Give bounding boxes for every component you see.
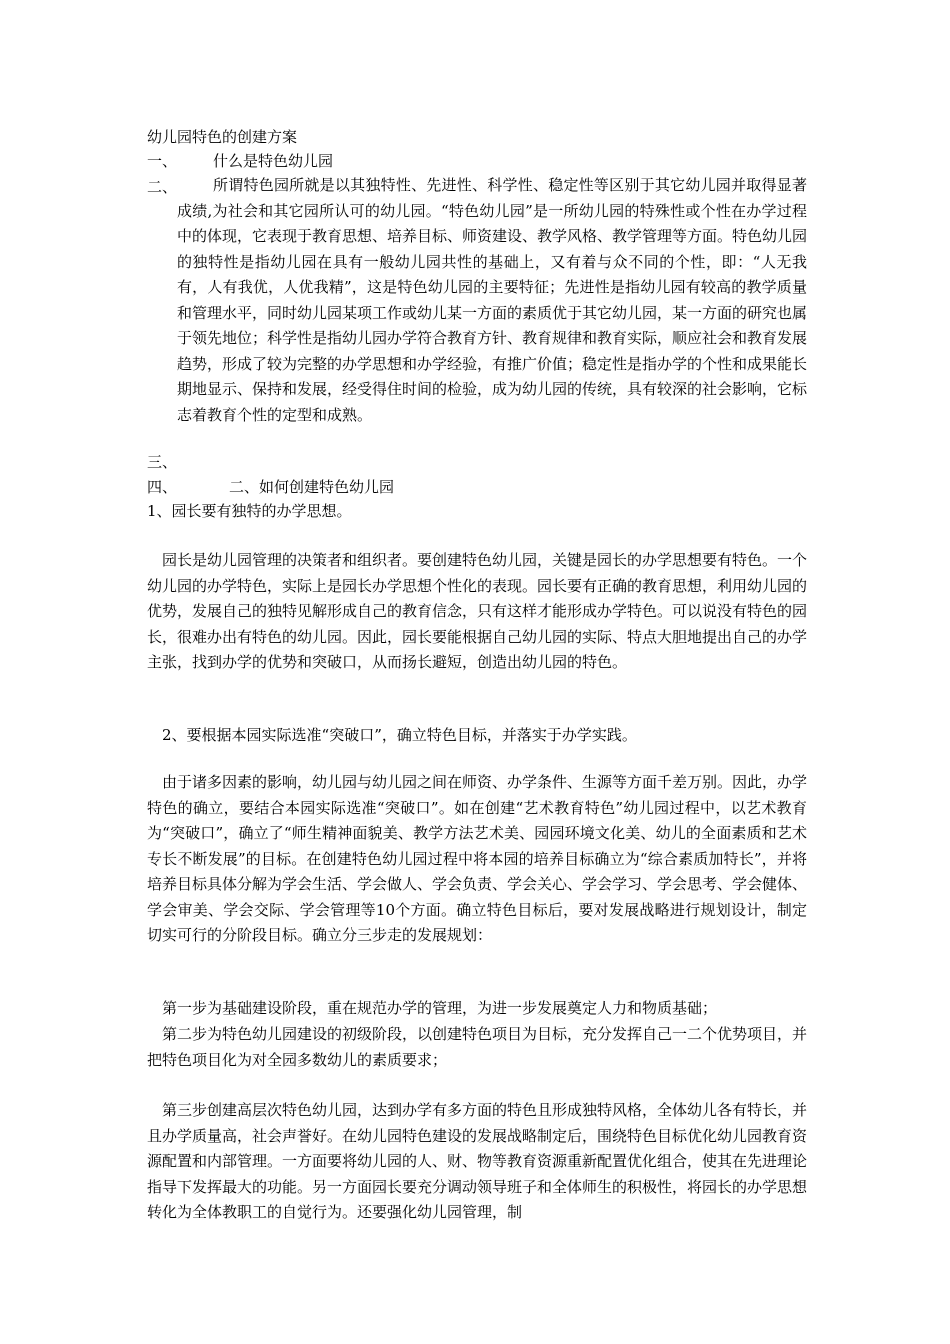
- outline-marker-4: 四、: [147, 478, 178, 496]
- outline-marker-1: 一、: [147, 152, 178, 170]
- outline-text-1: 什么是特色幼儿园: [213, 152, 334, 170]
- step3-paragraph: 第三步创建高层次特色幼儿园，达到办学有多方面的特色且形成独特风格，全体幼儿各有特长，并且办学质量高，社会声誉好。在幼儿园特色建设的发展战略制定后，围绕特色目标优化幼儿园教育资源配置和内部管理。一方面要将幼儿园的人、财、物等教育资源重新配置优化组合，使其在先进理论指导下发挥最大的功能。另一方面园长要充分调动领导班子和全体师生的积极性，将园长的办学思想转化为全体教职工的自觉行为。还要强化幼儿园管理，制: [147, 1101, 808, 1221]
- step2-paragraph: 第二步为特色幼儿园建设的初级阶段，以创建特色项目为目标，充分发挥自己一二个优势项目，并把特色项目化为对全园多数幼儿的素质要求；: [147, 1025, 808, 1069]
- outline-text-4: 二、如何创建特色幼儿园: [229, 478, 395, 496]
- outline-marker-3: 三、: [147, 453, 178, 471]
- document-title: 幼儿园特色的创建方案: [147, 128, 298, 146]
- section2-heading: 2、要根据本园实际选准“突破口”，确立特色目标，并落实于办学实践。: [162, 726, 637, 744]
- section1-body: 园长是幼儿园管理的决策者和组织者。要创建特色幼儿园，关键是园长的办学思想要有特色。一个幼儿园的办学特色，实际上是园长办学思想个性化的表现。园长要有正确的教育思想，利用幼儿园的优势，发展自己的独特见解形成自己的教育信念，只有这样才能形成办学特色。可以说没有特色的园长，很难办出有特色的幼儿园。因此，园长要能根据自己幼儿园的实际、特点大胆地提出自己的办学主张，找到办学的优势和突破口，从而扬长避短，创造出幼儿园的特色。: [147, 551, 808, 671]
- step1-paragraph: 第一步为基础建设阶段，重在规范办学的管理，为进一步发展奠定人力和物质基础；: [162, 999, 718, 1017]
- section1-heading: 1、园长要有独特的办学思想。: [147, 502, 352, 520]
- section2-body: 由于诸多因素的影响，幼儿园与幼儿园之间在师资、办学条件、生源等方面千差万别。因此，办学特色的确立，要结合本园实际选准“突破口”。如在创建“艺术教育特色”幼儿园过程中，以艺术教育为“突破口”，确立了“师生精神面貌美、教学方法艺术美、园园环境文化美、幼儿的全面素质和艺术专长不断发展”的目标。在创建特色幼儿园过程中将本园的培养目标确立为“综合素质加特长”，并将培养目标具体分解为学会生活、学会做人、学会负责、学会关心、学会学习、学会思考、学会健体、学会审美、学会交际、学会管理等10个方面。确立特色目标后，要对发展战略进行规划设计，制定切实可行的分阶段目标。确立分三步走的发展规划：: [147, 773, 808, 944]
- outline-marker-2: 二、: [147, 178, 178, 196]
- outline-text-2: 所谓特色园所就是以其独特性、先进性、科学性、稳定性等区别于其它幼儿园并取得显著成绩,为社会和其它园所认可的幼儿园。“特色幼儿园”是一所幼儿园的特殊性或个性在办学过程中的体现，它表现于教育思想、培养目标、师资建设、教学风格、教学管理等方面。特色幼儿园的独特性是指幼儿园在具有一般幼儿园共性的基础上，又有着与众不同的个性，即：“人无我有，人有我优，人优我精”，这是特色幼儿园的主要特征；先进性是指幼儿园有较高的教学质量和管理水平，同时幼儿园某项工作或幼儿某一方面的素质优于其它幼儿园，某一方面的研究也属于领先地位；科学性是指幼儿园办学符合教育方针、教育规律和教育实际，顺应社会和教育发展趋势，形成了较为完整的办学思想和办学经验，有推广价值；稳定性是指办学的个性和成果能长期地显示、保持和发展，经受得住时间的检验，成为幼儿园的传统，具有较深的社会影响，它标志着教育个性的定型和成熟。: [177, 176, 808, 424]
